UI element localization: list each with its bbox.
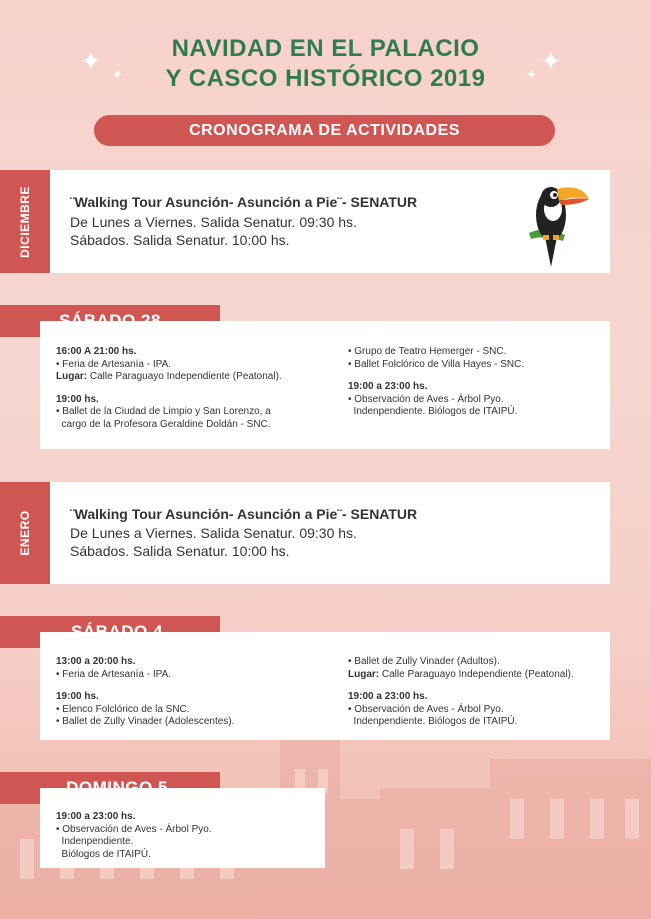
location-line bbox=[56, 371, 326, 384]
schedule-card-sabado-4 bbox=[40, 632, 610, 740]
time-label: 19:00 a 23:00 hs. bbox=[348, 381, 428, 392]
activity-item: • Feria de Artesanía - IPA. bbox=[56, 668, 172, 680]
activity-item-cont: Indenpendiente. Biólogos de ITAIPÚ. bbox=[348, 406, 518, 417]
sparkle-icon: ✦ bbox=[540, 46, 562, 76]
time-label: 19:00 hs. bbox=[56, 691, 99, 702]
sparkle-icon: ✦ bbox=[80, 46, 102, 76]
activity-item: • Grupo de Teatro Hemerger - SNC. bbox=[348, 346, 507, 357]
activity-item: • Observación de Aves - Árbol Pyo. bbox=[348, 393, 504, 405]
activity-item: • Observación de Aves - Árbol Pyo. bbox=[56, 823, 212, 835]
month-label: ENERO bbox=[18, 510, 32, 556]
time-label: 19:00 hs. bbox=[56, 393, 99, 405]
activity-item-cont: Indenpendiente. Biólogos de ITAIPÚ. bbox=[348, 716, 518, 727]
walking-tour-title: ¨Walking Tour Asunción- Asunción a Pie¨- SENATUR bbox=[70, 506, 418, 522]
activity-item: • Ballet de la Ciudad de Limpio y San Lorenzo, a bbox=[56, 406, 271, 417]
time-label: 19:00 a 23:00 hs. bbox=[348, 691, 428, 702]
walking-tour-saturdays: Sábados. Salida Senatur. 10:00 hs. bbox=[70, 232, 290, 248]
time-label: 16:00 A 21:00 hs. bbox=[56, 346, 137, 357]
page-title bbox=[0, 34, 651, 94]
time-label: 19:00 a 23:00 hs. bbox=[56, 811, 136, 822]
activity-item: • Elenco Folclórico de la SNC. bbox=[56, 703, 190, 715]
schedule-column-right bbox=[348, 346, 598, 419]
activity-item: • Ballet Folclórico de Villa Hayes - SNC. bbox=[348, 358, 525, 370]
location-label: Lugar: bbox=[56, 371, 88, 382]
schedule-column-right bbox=[348, 656, 603, 729]
schedule-column-left bbox=[56, 346, 326, 431]
month-label: DICIEMBRE bbox=[18, 185, 32, 258]
activity-item-cont: Indenpendiente. bbox=[56, 836, 134, 847]
walking-tour-card-enero bbox=[50, 482, 610, 584]
location-value: Calle Paraguayo Independiente (Peatonal). bbox=[87, 371, 282, 382]
toucan-icon bbox=[525, 175, 591, 270]
walking-tour-weekdays: De Lunes a Viernes. Salida Senatur. 09:30 hs. bbox=[70, 214, 357, 230]
title-line-1: NAVIDAD EN EL PALACIO bbox=[171, 35, 480, 62]
schedule-banner: CRONOGRAMA DE ACTIVIDADES bbox=[94, 115, 555, 146]
schedule-card-domingo-5 bbox=[40, 788, 325, 868]
activity-item: • Ballet de Zully Vinader (Adolescentes). bbox=[56, 716, 235, 727]
activity-item-cont: cargo de la Profesora Geraldine Doldán - SNC. bbox=[56, 418, 271, 430]
activity-item: • Feria de Artesanía - IPA. bbox=[56, 358, 172, 370]
schedule-card-sabado-28 bbox=[40, 321, 610, 449]
month-tab-diciembre bbox=[0, 170, 50, 273]
sparkle-icon: ✦ bbox=[112, 67, 123, 82]
schedule-column-left bbox=[56, 656, 326, 729]
location-label: Lugar: bbox=[348, 668, 380, 680]
schedule-column bbox=[56, 811, 311, 861]
activity-item: • Ballet de Zully Vinader (Adultos). bbox=[348, 656, 500, 667]
title-line-2: Y CASCO HISTÓRICO 2019 bbox=[165, 65, 486, 92]
time-label: 13:00 a 20:00 hs. bbox=[56, 656, 136, 667]
month-tab-enero bbox=[0, 482, 50, 584]
walking-tour-weekdays: De Lunes a Viernes. Salida Senatur. 09:30 hs. bbox=[70, 525, 357, 541]
sparkle-icon: ✦ bbox=[526, 67, 537, 82]
walking-tour-saturdays: Sábados. Salida Senatur. 10:00 hs. bbox=[70, 543, 290, 559]
walking-tour-title: ¨Walking Tour Asunción- Asunción a Pie¨- SENATUR bbox=[70, 194, 418, 210]
activity-item-cont: Biólogos de ITAIPÚ. bbox=[56, 848, 151, 860]
location-line bbox=[348, 669, 603, 682]
activity-item: • Observación de Aves - Árbol Pyo. bbox=[348, 703, 504, 715]
location-value: Calle Paraguayo Independiente (Peatonal). bbox=[379, 668, 574, 680]
